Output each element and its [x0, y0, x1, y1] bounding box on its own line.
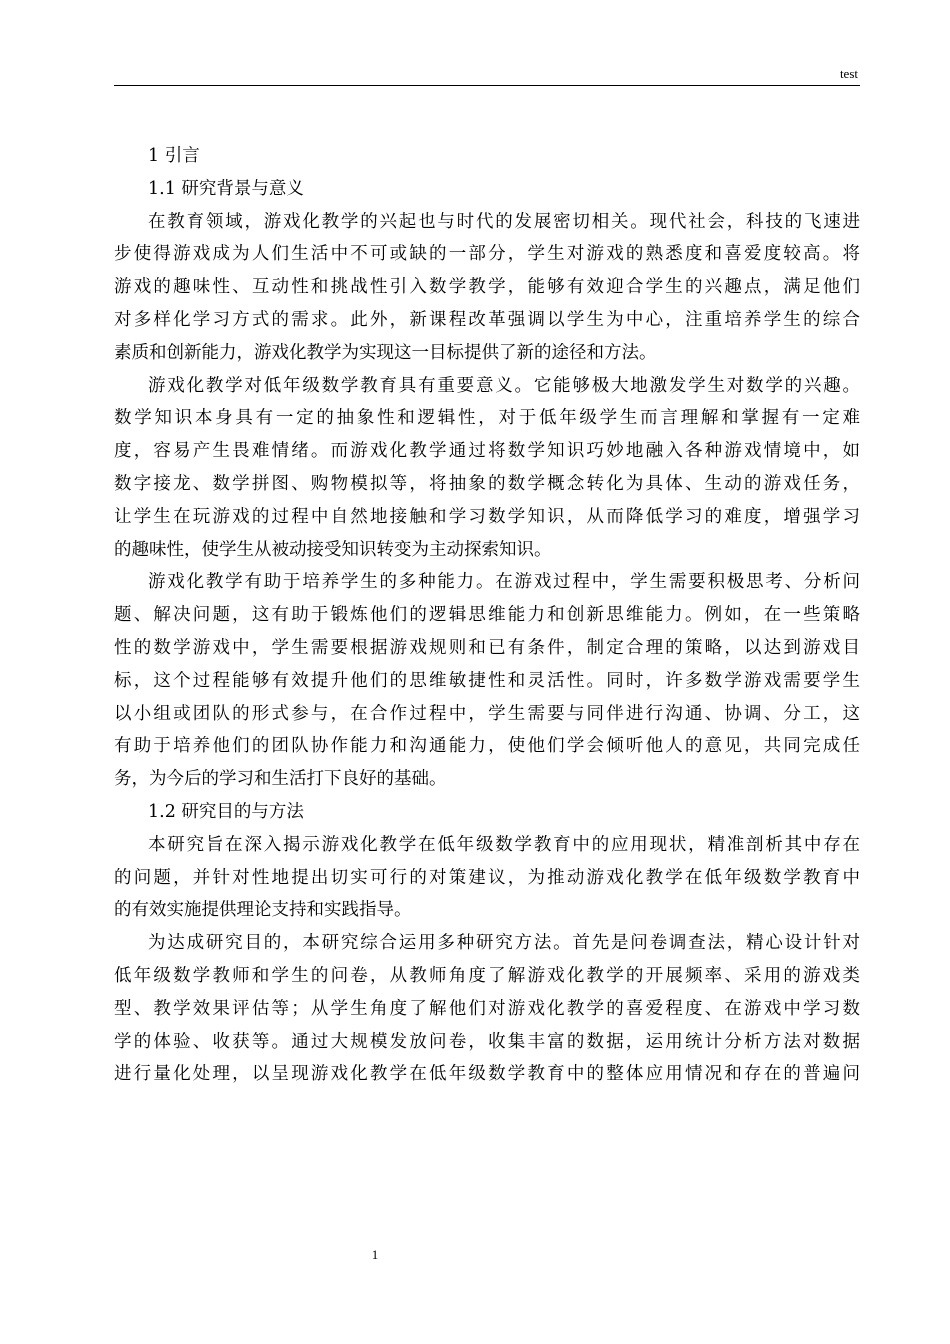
- paragraph-line: 在教育领域，游戏化教学的兴起也与时代的发展密切相关。现代社会，科技的飞速进: [148, 211, 860, 232]
- paragraph-line: 让学生在玩游戏的过程中自然地接触和学习数学知识，从而降低学习的难度，增强学习: [114, 506, 860, 527]
- section-heading: 1 引言: [148, 146, 200, 166]
- paragraph-line: 游戏化教学对低年级数学教育具有重要意义。它能够极大地激发学生对数学的兴趣。: [148, 375, 860, 396]
- header-divider: [114, 85, 860, 86]
- paragraph-line: 低年级数学教师和学生的问卷，从教师角度了解游戏化教学的开展频率、采用的游戏类: [114, 965, 860, 986]
- paragraph-line: 游戏化教学有助于培养学生的多种能力。在游戏过程中，学生需要积极思考、分析问: [148, 572, 860, 593]
- paragraph-line: 数字接龙、数学拼图、购物模拟等，将抽象的数学概念转化为具体、生动的游戏任务，: [114, 473, 860, 494]
- section-heading: 1.2 研究目的与方法: [148, 801, 304, 822]
- paragraph-line: 步使得游戏成为人们生活中不可或缺的一部分，学生对游戏的熟悉度和喜爱度较高。将: [114, 244, 860, 265]
- paragraph-line: 为达成研究目的，本研究综合运用多种研究方法。首先是问卷调查法，精心设计针对: [148, 933, 860, 954]
- paragraph-line: 务，为今后的学习和生活打下良好的基础。: [114, 769, 447, 790]
- section-heading: 1.1 研究背景与意义: [148, 178, 304, 199]
- paragraph-line: 素质和创新能力，游戏化教学为实现这一目标提供了新的途径和方法。: [114, 342, 657, 363]
- paragraph-line: 进行量化处理，以呈现游戏化教学在低年级数学教育中的整体应用情况和存在的普遍问: [114, 1064, 860, 1085]
- paragraph-line: 标，这个过程能够有效提升他们的思维敏捷性和灵活性。同时，许多数学游戏需要学生: [114, 670, 860, 691]
- paragraph-line: 游戏的趣味性、互动性和挑战性引入数学教学，能够有效迎合学生的兴趣点，满足他们: [114, 277, 860, 298]
- page-number: 1: [371, 1247, 379, 1262]
- paragraph-line: 对多样化学习方式的需求。此外，新课程改革强调以学生为中心，注重培养学生的综合: [114, 309, 860, 330]
- paragraph-line: 性的数学游戏中，学生需要根据游戏规则和已有条件，制定合理的策略，以达到游戏目: [114, 637, 860, 658]
- paragraph-line: 以小组或团队的形式参与，在合作过程中，学生需要与同伴进行沟通、协调、分工，这: [114, 703, 860, 724]
- paragraph-line: 题、解决问题，这有助于锻炼他们的逻辑思维能力和创新思维能力。例如，在一些策略: [114, 605, 860, 626]
- paragraph-line: 度，容易产生畏难情绪。而游戏化教学通过将数学知识巧妙地融入各种游戏情境中，如: [114, 441, 860, 462]
- paragraph-line: 学的体验、收获等。通过大规模发放问卷，收集丰富的数据，运用统计分析方法对数据: [114, 1031, 860, 1052]
- paragraph-line: 的问题，并针对性地提出切实可行的对策建议，为推动游戏化教学在低年级数学教育中: [114, 867, 860, 888]
- paragraph-line: 数学知识本身具有一定的抽象性和逻辑性，对于低年级学生而言理解和掌握有一定难: [114, 408, 860, 429]
- paragraph-line: 有助于培养他们的团队协作能力和沟通能力，使他们学会倾听他人的意见，共同完成任: [114, 736, 860, 757]
- paragraph-line: 本研究旨在深入揭示游戏化教学在低年级数学教育中的应用现状，精准剖析其中存在: [148, 834, 860, 855]
- document-body: [114, 140, 860, 1091]
- paragraph-line: 型、教学效果评估等；从学生角度了解他们对游戏化教学的喜爱程度、在游戏中学习数: [114, 998, 860, 1019]
- paragraph-line: 的有效实施提供理论支持和实践指导。: [114, 900, 412, 921]
- page-header-text: test: [839, 66, 858, 81]
- paragraph-line: 的趣味性，使学生从被动接受知识转变为主动探索知识。: [114, 539, 552, 560]
